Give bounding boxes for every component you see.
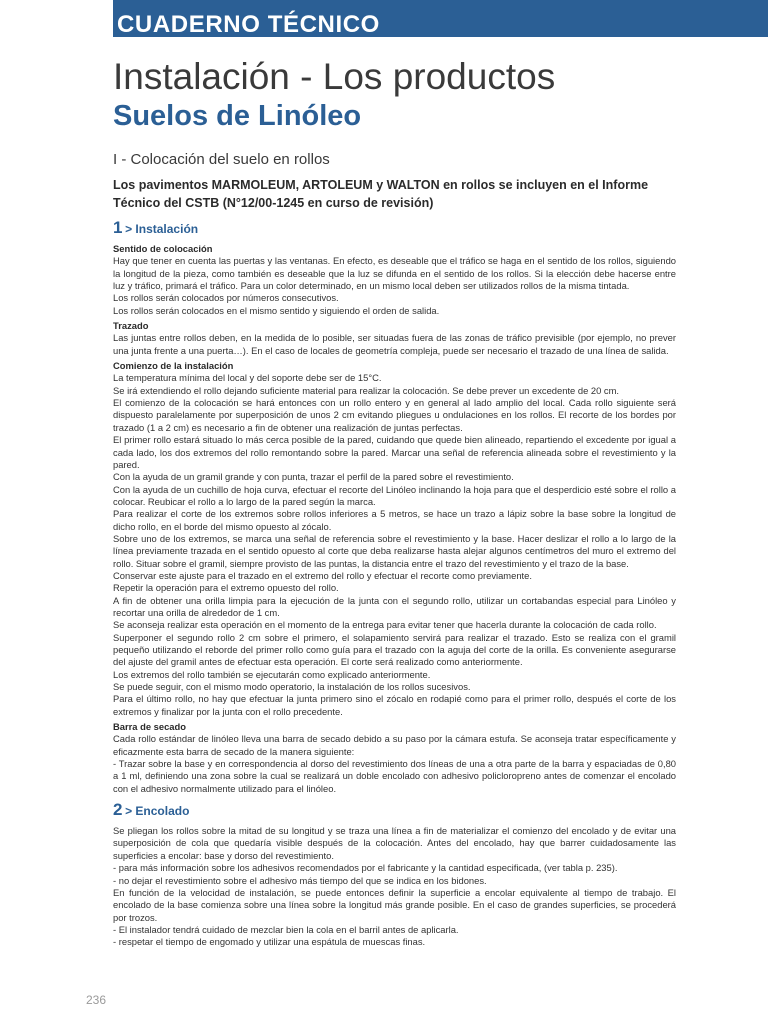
list-item: - no dejar el revestimiento sobre el adhesivo más tiempo del que se indica en los bidones. <box>113 874 487 886</box>
paragraph: Se irá extendiendo el rollo dejando suficiente material para realizar la colocación. Se debe prever un excedente de 20 cm. <box>113 384 620 396</box>
paragraph: Con la ayuda de un gramil grande y con punta, trazar el perfil de la pared sobre el revestimiento. <box>113 471 514 483</box>
paragraph: Hay que tener en cuenta las puertas y las ventanas. En efecto, es deseable que el tráfico se haga en el sentido de los rollos, siguiendo la longitud de la pieza, como también es deseable que la luz se difunda en el sentido de los rollos. Si la elección debe hacerse entre luz y tráfico, primará el tráfico. Para un color determinado, en un mismo local deben ser utilizados rollos de la misma tintada. <box>113 255 676 292</box>
page-number: 236 <box>86 993 107 1007</box>
page-title: Instalación - Los productos <box>113 56 556 97</box>
paragraph: A fin de obtener una orilla limpia para la ejecución de la junta con el segundo rollo, utilizar un cortabandas especial para Linóleo y recortar una orilla de alrededor de 1 cm. <box>113 594 676 618</box>
intro-paragraph: Los pavimentos MARMOLEUM, ARTOLEUM y WALTON en rollos se incluyen en el Informe Técnico del CSTB (N°12/00-1245 en curso de revisión) <box>113 178 649 210</box>
paragraph: Los rollos serán colocados en el mismo sentido y siguiendo el orden de salida. <box>113 304 440 316</box>
list-item: - respetar el tiempo de engomado y utilizar una espátula de muescas finas. <box>113 936 426 948</box>
document-body <box>113 216 676 949</box>
section-heading: I - Colocación del suelo en rollos <box>113 151 330 168</box>
paragraph: Los rollos serán colocados por números consecutivos. <box>113 292 339 304</box>
trazado-heading: Trazado <box>113 320 149 332</box>
sentido-heading: Sentido de colocación <box>113 243 213 254</box>
section-1-heading <box>113 218 676 238</box>
list-item: - para más información sobre los adhesivos recomendados por el fabricante y la cantidad especificada, (ver tabla p. 235). <box>113 862 618 874</box>
paragraph: El comienzo de la colocación se hará entonces con un rollo entero y en general al lado amplio del local. Cada rollo siguiente será dispuesto paralelamente por superposición de unos 2 cm evitando pliegues u ondulaciones en los rollos. El recorte de los bordes por trazado (1 a 2 cm) es necesario a fin de obtener una realización de juntas perfectas. <box>113 397 676 433</box>
paragraph: Para el último rollo, no hay que efectuar la junta primero sino el zócalo en rodapié como para el primer rollo, después el corte de los extremos y finalizar por la junta con el rollo precedente. <box>113 693 676 717</box>
paragraph: La temperatura mínima del local y del soporte debe ser de 15°C. <box>113 372 382 384</box>
paragraph: El primer rollo estará situado lo más cerca posible de la pared, cuidando que quede bien alineado, repartiendo el excedente por igual a cada lado, los dos extremos del rollo remontando sobre la pared. Marcar una señal de referencia alineada sobre el revestimiento y la pared. <box>113 434 676 470</box>
list-item: - Trazar sobre la base y en correspondencia al dorso del revestimiento dos líneas de una a otra parte de la barra y espaciadas de 0,80 a 1 ml, definiendo una zona sobre la cual se realizará un doble encolado con adhesivo policloropreno antes de comenzar el encolado con el adhesivo normalmente utilizado para el linóleo. <box>113 758 676 794</box>
paragraph: Para realizar el corte de los extremos sobre rollos inferiores a 5 metros, se hace un trazo a lápiz sobre la base sobre la longitud de dicho rollo, en el borde del mismo opuesto al zócalo. <box>113 508 676 532</box>
banner-title: CUADERNO TÉCNICO <box>117 11 380 38</box>
list-item: - El instalador tendrá cuidado de mezclar bien la cola en el barril antes de aplicarla. <box>113 923 459 935</box>
section-2-number: 2 <box>113 800 123 820</box>
page-subtitle: Suelos de Linóleo <box>113 100 362 132</box>
paragraph: Se puede seguir, con el mismo modo operatorio, la instalación de los rollos sucesivos. <box>113 681 471 693</box>
section-2-label: > Encolado <box>125 804 190 819</box>
barra-heading: Barra de secado <box>113 721 186 733</box>
paragraph: Conservar este ajuste para el trazado en el extremo del rollo y efectuar el recorte como previamente. <box>113 569 532 581</box>
paragraph: Cada rollo estándar de linóleo lleva una barra de secado debido a su paso por la cámara estufa. Se aconseja tratar específicamente y eficazmente esta barra de secado de la manera siguiente: <box>113 733 676 757</box>
paragraph: Se pliegan los rollos sobre la mitad de su longitud y se traza una línea a fin de materializar el comienzo del encolado y de evitar una superposición de cola que quedaría visible después de la colocación. Antes del encolado, hay que barrer cuidadosamente las superficies a encolar: base y dorso del revestimiento. <box>113 825 676 861</box>
paragraph: Se aconseja realizar esta operación en el momento de la entrega para evitar tener que hacerla durante la colocación de cada rollo. <box>113 619 657 631</box>
paragraph: Sobre uno de los extremos, se marca una señal de referencia sobre el revestimiento y la base. Hacer deslizar el rollo a lo largo de la línea previamente trazada en el sentido opuesto al corte que deba realizarse hasta alejar algunos centímetros del muro el extremo del rollo. Situar sobre el gramil, siempre provisto de las puntas, la distancia entre el trazo del revestimiento y el trazo de la base. <box>113 532 676 569</box>
paragraph: Repetir la operación para el extremo opuesto del rollo. <box>113 582 339 594</box>
section-2-heading <box>113 800 676 820</box>
paragraph: Superponer el segundo rollo 2 cm sobre el primero, el solapamiento servirá para realizar el trazado. Esto se realiza con el gramil pequeño utilizando el reborde del primer rollo como guía para el trazado con la aguja del corte de la orilla. Es conveniente asegurarse del ajuste del gramil antes de efectuar esta operación. El corte será realizado como anteriormente. <box>113 631 676 668</box>
paragraph: Los extremos del rollo también se ejecutarán como explicado anteriormente. <box>113 668 431 680</box>
paragraph: Las juntas entre rollos deben, en la medida de lo posible, ser situadas fuera de las zonas de tráfico previsible (por ejemplo, no prever una junta frente a una puerta…). En el caso de locales de geometría compleja, puede ser necesario el trazado de una línea de salida. <box>113 332 676 356</box>
paragraph: Con la ayuda de un cuchillo de hoja curva, efectuar el recorte del Linóleo inclinando la hoja para que el desperdicio esté sobre el rollo a colocar. Reubicar el rollo a lo largo de la pared según la marca. <box>113 483 676 507</box>
header-banner <box>113 0 768 37</box>
section-1-label: > Instalación <box>125 222 199 236</box>
paragraph: En función de la velocidad de instalación, se puede entonces definir la superficie a encolar equivalente al tiempo de trabajo. El encolado de la base comienza sobre una línea sobre la longitud más grande posible. En el caso de grandes superficies, se procederá por trozos. <box>113 886 676 923</box>
comienzo-heading: Comienzo de la instalación <box>113 360 234 372</box>
section-1-number: 1 <box>113 218 123 237</box>
